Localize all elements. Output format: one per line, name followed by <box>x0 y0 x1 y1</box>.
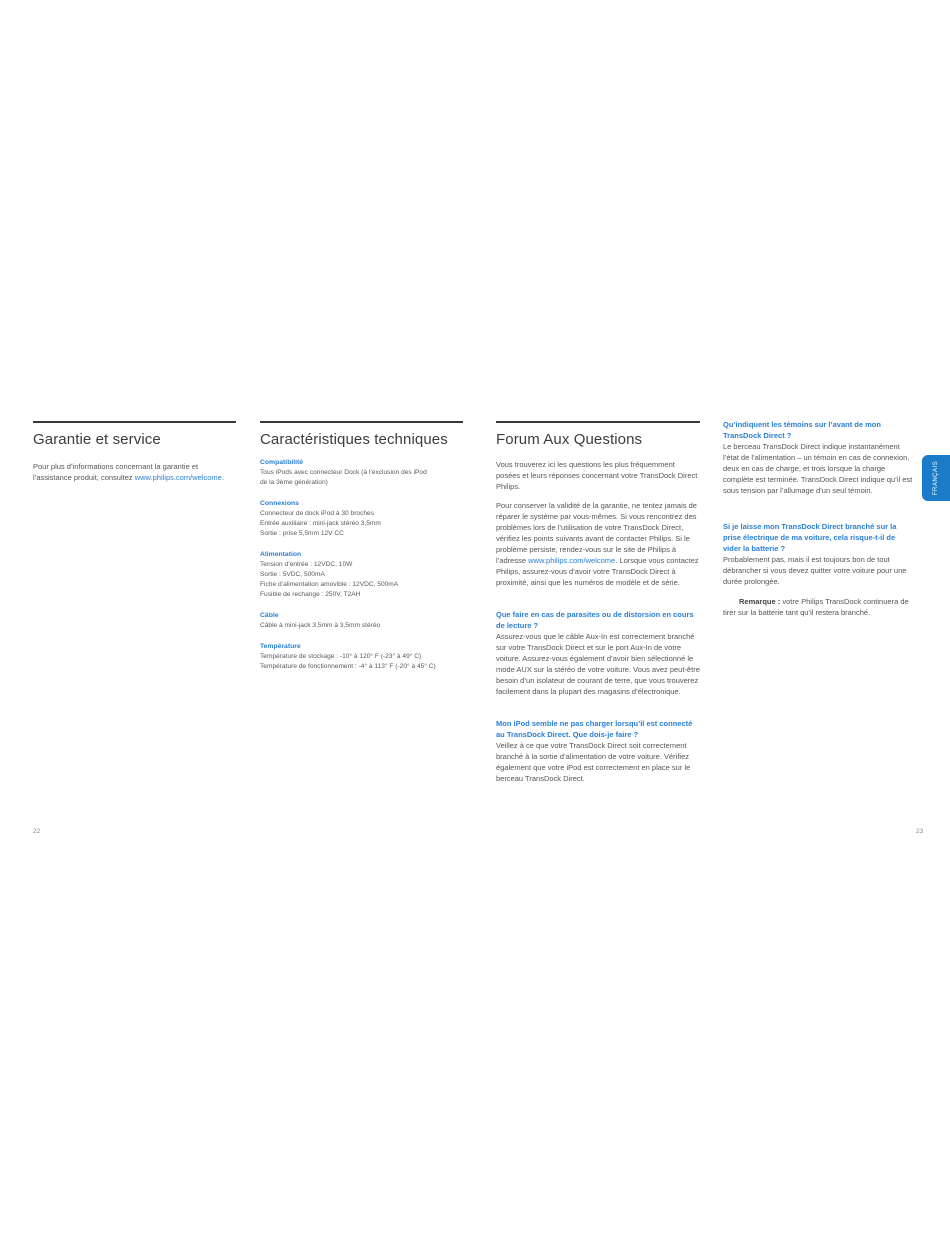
spec-block <box>260 642 463 672</box>
faq-answer-3: Le berceau TransDock Direct indique instantanément l’état de l’alimentation – un témoin en cas de connexion, deux en cas de charge, et trois lorsque la charge complète est terminée. TransDock Direct indique qu’il est sous tension par l’allumage d’un seul témoin. <box>723 442 913 495</box>
spec-heading: Compatibilité <box>260 459 304 466</box>
spec-line: Température de stockage : -10° à 120° F (-23° à 49° C) <box>260 653 422 660</box>
faq-intro-2-b: . Lorsque vous contactez Philips, assurez-vous d’avoir votre TransDock Direct à proximité, ainsi que les numéros de modèle et de série. <box>496 556 699 587</box>
spec-line: de la 3ème génération) <box>260 479 328 486</box>
faq-continued-section <box>723 419 915 618</box>
faq-title: Forum Aux Questions <box>496 431 643 448</box>
specs-title: Caractéristiques techniques <box>260 431 448 448</box>
spec-line: Tous iPods avec connecteur Dock (à l’exclusion des iPod <box>260 469 427 476</box>
section-rule <box>496 421 700 423</box>
spec-line: Câble à mini-jack 3,5mm à 3,5mm stéréo <box>260 622 381 629</box>
faq-question-2: Mon iPod semble ne pas charger lorsqu’il est connecté au TransDock Direct. Que dois-je faire ? <box>496 719 693 739</box>
spec-block <box>260 458 463 488</box>
faq-note <box>723 596 915 618</box>
specs-list <box>260 458 463 672</box>
faq-link[interactable]: www.philips.com/welcome <box>528 556 616 565</box>
language-tab-label: FRANÇAIS <box>933 460 939 496</box>
spec-line: Sortie : prise 5,5mm 12V CC <box>260 530 344 537</box>
spec-line: Fusible de rechange : 250V, T2AH <box>260 591 361 598</box>
spec-block <box>260 499 463 539</box>
warranty-text-end: . <box>221 473 224 482</box>
faq-question-3: Qu’indiquent les témoins sur l’avant de mon TransDock Direct ? <box>723 420 881 440</box>
spec-line: Connecteur de dock iPod à 30 broches <box>260 510 374 517</box>
spec-line: Tension d’entrée : 12VDC, 10W <box>260 561 353 568</box>
page-number-right: 23 <box>916 828 924 835</box>
spec-block <box>260 550 463 600</box>
spec-line: Fiche d’alimentation amovible : 12VDC, 500mA <box>260 581 399 588</box>
warranty-text-body: Pour plus d’informations concernant la garantie et l’assistance produit, consultez <box>33 462 199 482</box>
faq-note-label: Remarque : <box>739 597 781 606</box>
faq-note-text: votre Philips TransDock continuera de tirer sur la batterie tant qu’il restera branché. <box>723 597 909 617</box>
section-rule <box>260 421 463 423</box>
faq-answer-4: Probablement pas, mais il est toujours bon de tout débrancher si vous devez quitter votre voiture pour une durée prolongée. <box>723 555 907 586</box>
spec-heading: Connexions <box>260 500 299 507</box>
spec-heading: Câble <box>260 612 279 619</box>
faq-question-4: Si je laisse mon TransDock Direct branché sur la prise électrique de ma voiture, cela risque-t-il de vider la batterie ? <box>723 522 897 553</box>
spec-heading: Alimentation <box>260 551 302 558</box>
warranty-section <box>33 421 236 483</box>
spec-heading: Température <box>260 643 301 650</box>
warranty-link[interactable]: www.philips.com/welcome <box>134 473 222 482</box>
spec-block <box>260 611 463 631</box>
faq-section <box>496 421 700 784</box>
faq-intro-1: Vous trouverez ici les questions les plus fréquemment posées et leurs réponses concernant votre TransDock Direct Philips. <box>496 460 698 491</box>
spec-line: Sortie : 5VDC, 500mA <box>260 571 325 578</box>
faq-answer-2: Veillez à ce que votre TransDock Direct soit correctement branché à la sortie d’alimentation de votre voiture. Vérifiez également que votre iPod est correctement en place sur le berceau TransDock Direct. <box>496 741 691 783</box>
warranty-text <box>33 461 236 483</box>
faq-intro-2-a: Pour conserver la validité de la garantie, ne tentez jamais de réparer le système par vous-mêmes. Si vous rencontrez des problèmes lors de l’utilisation de votre TransDock Direct, vérifiez les points suivants avant de contacter Philips. Si le problème persiste, rendez-vous sur le site de Philips à l’adresse <box>496 501 697 565</box>
section-rule <box>33 421 236 423</box>
faq-question-1: Que faire en cas de parasites ou de distorsion en cours de lecture ? <box>496 610 694 630</box>
spec-line: Entrée auxiliaire : mini-jack stéréo 3,5mm <box>260 520 381 527</box>
page-number-left: 22 <box>33 828 41 835</box>
spec-line: Température de fonctionnement : -4° à 113° F (-20° à 45° C) <box>260 663 436 670</box>
faq-intro-2 <box>496 500 700 588</box>
faq-answer-1: Assurez-vous que le câble Aux-In est correctement branché sur votre TransDock Direct et sur le port Aux-In de votre voiture. Assurez-vous également d’avoir bien sélectionné le mode AUX sur la stéréo de votre voiture. Vous avez peut-être besoin d’un isolateur de courant de terre, que vous trouverez facilement dans la plupart des magasins d’électronique. <box>496 632 700 696</box>
language-tab[interactable] <box>922 455 950 501</box>
warranty-title: Garantie et service <box>33 431 161 448</box>
specs-section <box>260 421 463 683</box>
